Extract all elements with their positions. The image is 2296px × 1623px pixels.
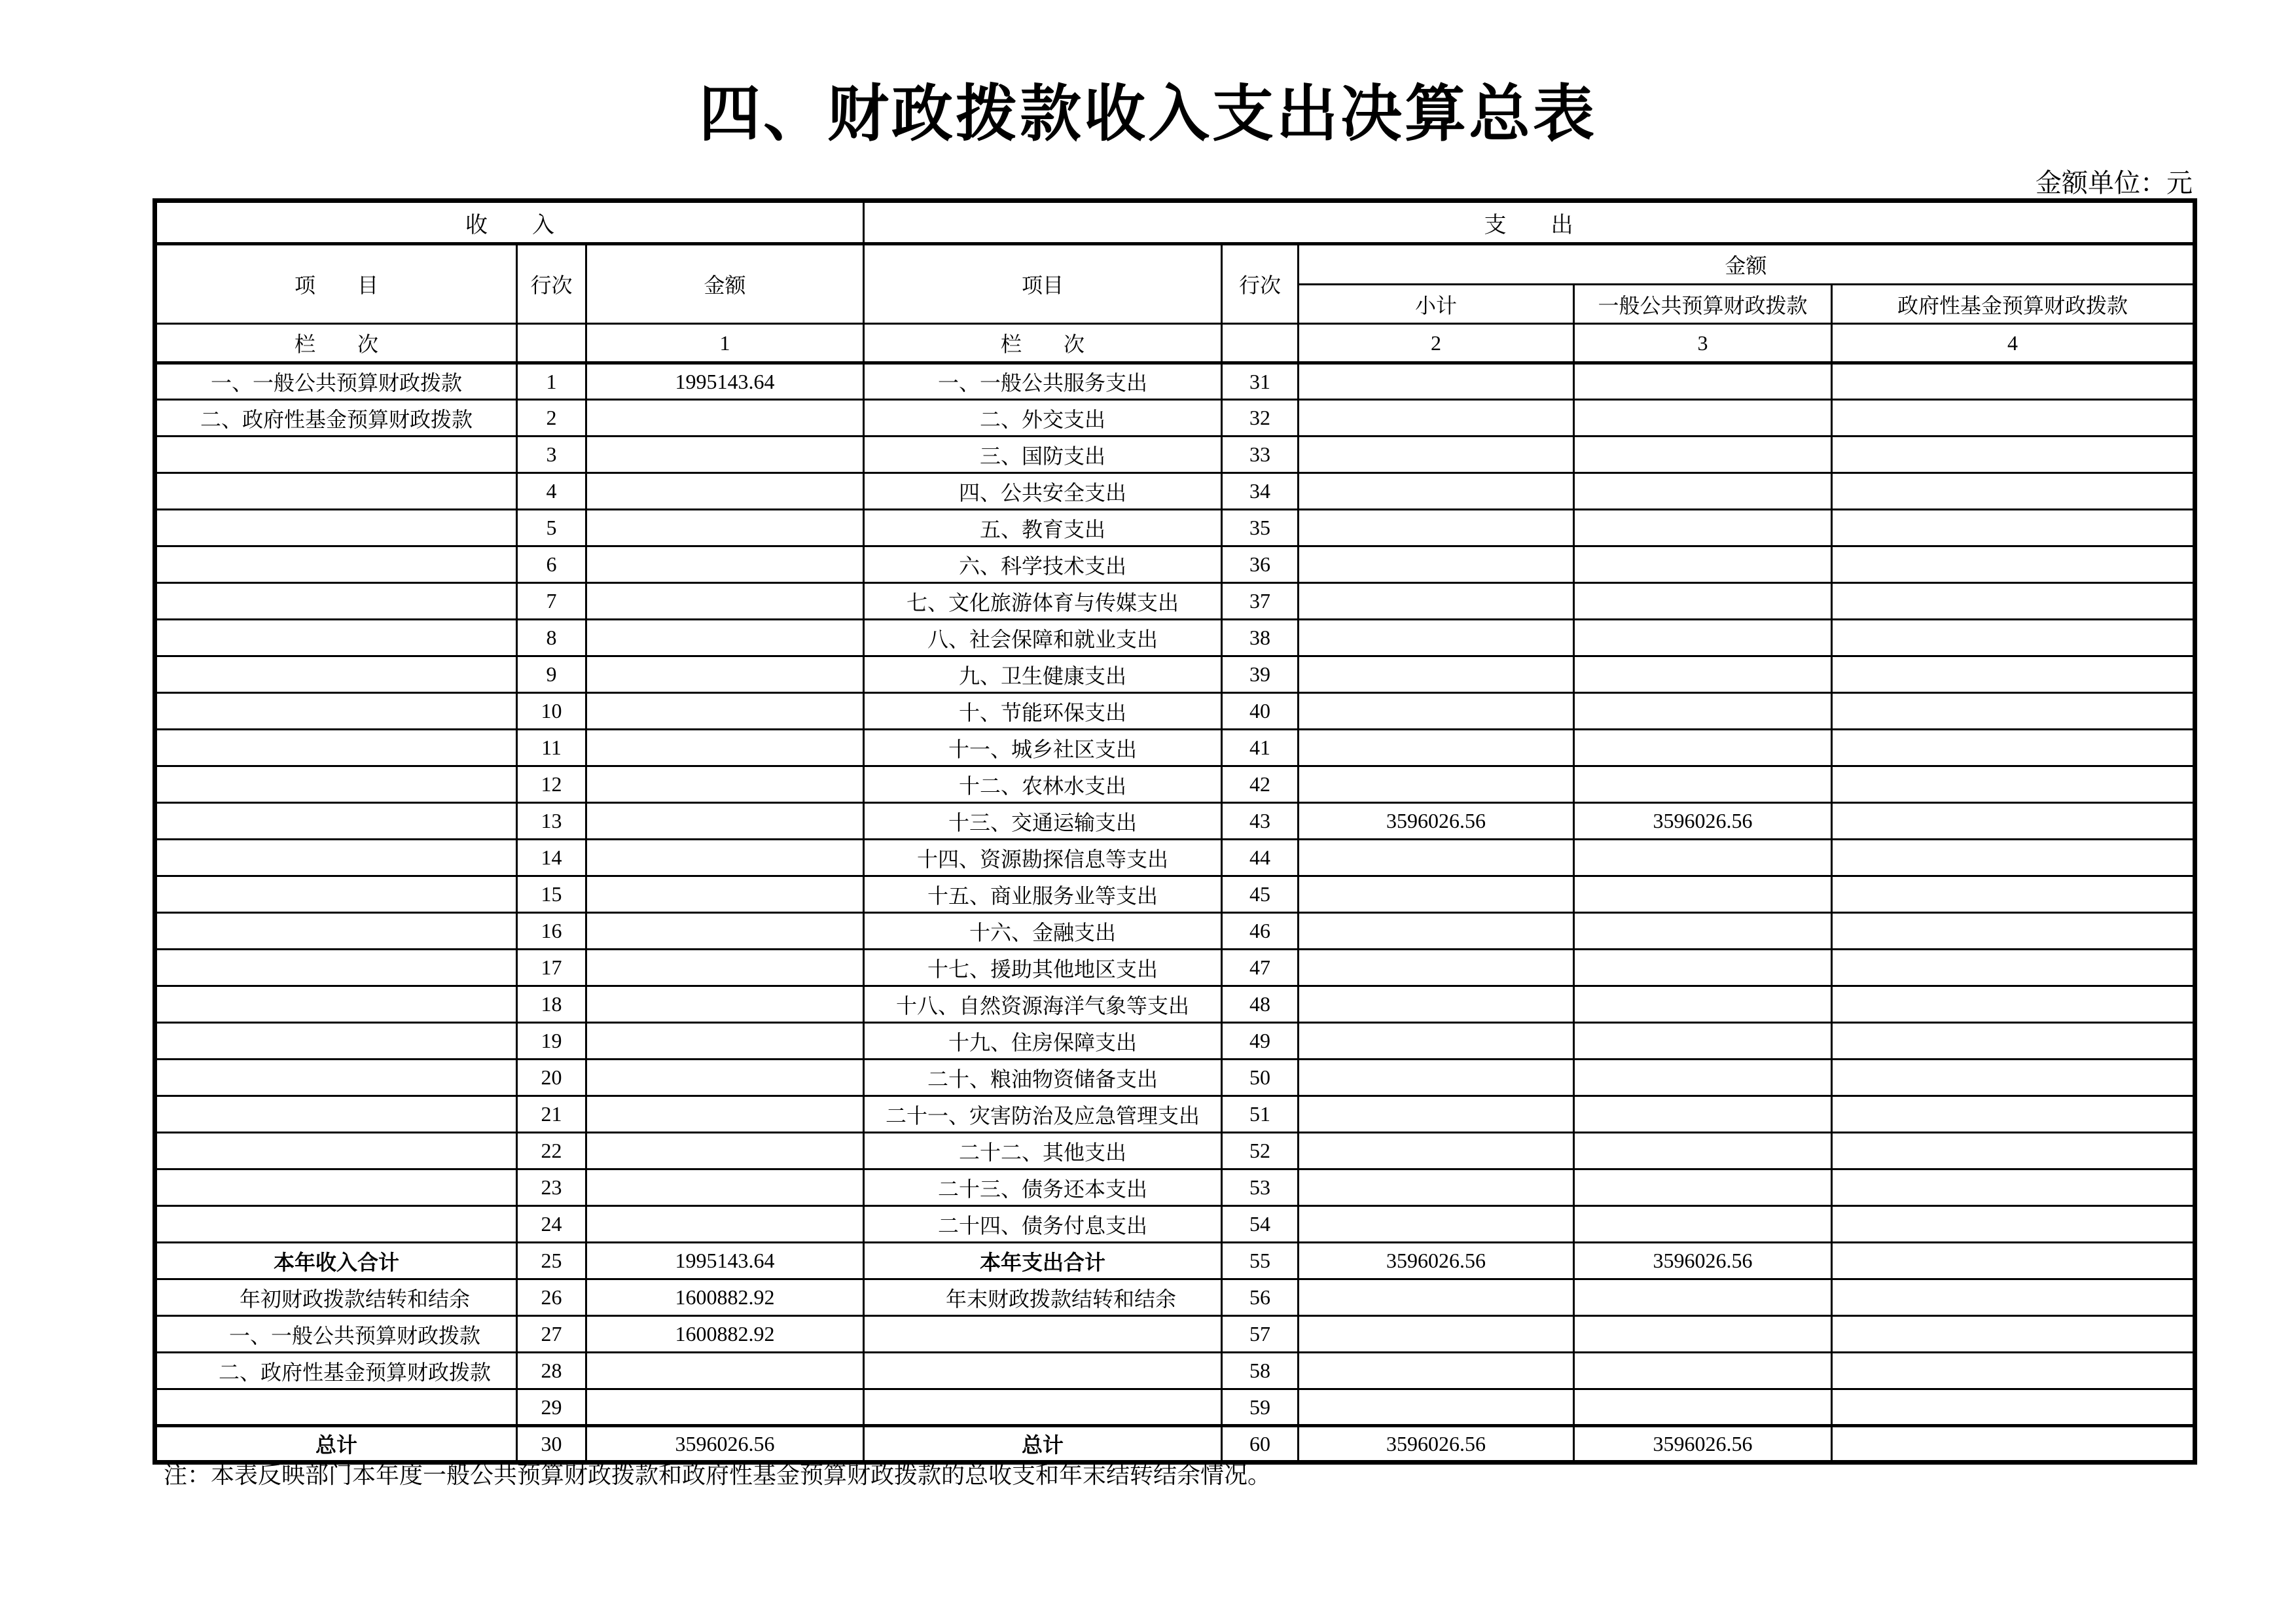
income-line-cell: 6 (517, 546, 586, 583)
income-line-cell: 13 (517, 803, 586, 840)
income-item-cell (155, 840, 517, 876)
income-item-cell (155, 656, 517, 693)
exp-line-cell: 39 (1222, 656, 1299, 693)
exp-govfund-cell (1832, 363, 2195, 400)
table-row (155, 546, 2195, 583)
income-amount-cell (586, 510, 864, 546)
exp-govfund-cell (1832, 913, 2195, 950)
exp-govfund-cell (1832, 1133, 2195, 1169)
exp-subtotal-cell (1299, 473, 1574, 510)
table-row (155, 656, 2195, 693)
exp-line-header: 行次 (1222, 244, 1299, 324)
exp-subtotal-cell (1299, 730, 1574, 766)
exp-general-cell (1574, 437, 1832, 473)
exp-line-index-blank (1222, 324, 1299, 363)
income-item-cell (155, 1169, 517, 1206)
page-title: 四、财政拨款收入支出决算总表 (698, 80, 1597, 149)
exp-govfund-cell (1832, 1206, 2195, 1243)
exp-govfund-cell (1832, 1060, 2195, 1096)
exp-item-cell: 十六、金融支出 (864, 913, 1222, 950)
table-row (155, 1060, 2195, 1096)
table-row (155, 473, 2195, 510)
table-row (155, 1169, 2195, 1206)
exp-general-cell (1574, 876, 1832, 913)
income-amount-cell (586, 1169, 864, 1206)
table-row (155, 1023, 2195, 1060)
income-line-cell: 12 (517, 766, 586, 803)
exp-subtotal-cell (1299, 1133, 1574, 1169)
income-amount-cell: 1600882.92 (586, 1279, 864, 1316)
exp-govfund-cell (1832, 583, 2195, 620)
exp-govfund-cell (1832, 510, 2195, 546)
income-line-cell: 28 (517, 1353, 586, 1389)
income-line-cell: 26 (517, 1279, 586, 1316)
exp-subtotal-cell (1299, 1206, 1574, 1243)
exp-govfund-cell (1832, 876, 2195, 913)
exp-subtotal-cell (1299, 876, 1574, 913)
income-amount-cell: 1995143.64 (586, 1243, 864, 1279)
table-row (155, 1353, 2195, 1389)
exp-general-cell (1574, 1353, 1832, 1389)
income-item-cell: 一、一般公共预算财政拨款 (155, 363, 517, 400)
exp-line-cell: 38 (1222, 620, 1299, 656)
income-item-cell: 年初财政拨款结转和结余 (155, 1279, 517, 1316)
section-header-row (155, 201, 2195, 244)
exp-item-cell (864, 1353, 1222, 1389)
exp-line-cell: 45 (1222, 876, 1299, 913)
exp-general-cell (1574, 363, 1832, 400)
column-index-row (155, 324, 2195, 363)
income-amount-cell: 1995143.64 (586, 363, 864, 400)
income-line-cell: 19 (517, 1023, 586, 1060)
exp-subtotal-cell: 3596026.56 (1299, 803, 1574, 840)
exp-govfund-cell (1832, 986, 2195, 1023)
exp-item-cell: 七、文化旅游体育与传媒支出 (864, 583, 1222, 620)
income-line-cell: 24 (517, 1206, 586, 1243)
income-line-cell: 29 (517, 1389, 586, 1426)
exp-item-cell (864, 1389, 1222, 1426)
exp-subtotal-cell (1299, 1060, 1574, 1096)
exp-line-cell: 60 (1222, 1426, 1299, 1463)
income-line-cell: 23 (517, 1169, 586, 1206)
table-row (155, 1389, 2195, 1426)
table-row (155, 986, 2195, 1023)
exp-general-cell (1574, 766, 1832, 803)
income-item-cell (155, 546, 517, 583)
income-line-cell: 15 (517, 876, 586, 913)
income-item-cell (155, 510, 517, 546)
income-item-cell (155, 803, 517, 840)
table-row (155, 803, 2195, 840)
exp-govfund-cell (1832, 400, 2195, 437)
exp-general-cell: 3596026.56 (1574, 1243, 1832, 1279)
fiscal-appropriation-table (152, 198, 2197, 1465)
exp-general-cell (1574, 656, 1832, 693)
exp-subtotal-cell (1299, 620, 1574, 656)
table-row (155, 1243, 2195, 1279)
exp-item-cell: 一、一般公共服务支出 (864, 363, 1222, 400)
exp-govfund-cell (1832, 1169, 2195, 1206)
exp-subtotal-cell: 3596026.56 (1299, 1426, 1574, 1463)
income-item-header: 项 目 (155, 244, 517, 324)
income-line-header: 行次 (517, 244, 586, 324)
exp-item-cell: 本年支出合计 (864, 1243, 1222, 1279)
income-line-cell: 11 (517, 730, 586, 766)
exp-line-cell: 57 (1222, 1316, 1299, 1353)
exp-subtotal-cell (1299, 693, 1574, 730)
exp-general-cell (1574, 730, 1832, 766)
income-item-cell (155, 1133, 517, 1169)
exp-subtotal-cell (1299, 1169, 1574, 1206)
income-item-cell: 总计 (155, 1426, 517, 1463)
exp-general-cell (1574, 693, 1832, 730)
exp-govfund-cell (1832, 950, 2195, 986)
income-amount-cell (586, 400, 864, 437)
income-amount-cell (586, 1389, 864, 1426)
income-line-cell: 16 (517, 913, 586, 950)
exp-subtotal-cell (1299, 400, 1574, 437)
exp-gov-fund-header: 政府性基金预算财政拨款 (1832, 285, 2195, 324)
exp-subtotal-cell (1299, 840, 1574, 876)
exp-general-cell (1574, 1316, 1832, 1353)
income-line-cell: 1 (517, 363, 586, 400)
exp-line-cell: 41 (1222, 730, 1299, 766)
income-amount-cell (586, 840, 864, 876)
table-row (155, 1279, 2195, 1316)
table-row (155, 913, 2195, 950)
income-amount-cell (586, 766, 864, 803)
exp-item-cell: 二、外交支出 (864, 400, 1222, 437)
income-item-cell: 一、一般公共预算财政拨款 (155, 1316, 517, 1353)
exp-line-cell: 42 (1222, 766, 1299, 803)
exp-line-cell: 40 (1222, 693, 1299, 730)
income-line-cell: 27 (517, 1316, 586, 1353)
exp-subtotal-cell (1299, 437, 1574, 473)
income-item-cell (155, 876, 517, 913)
exp-govfund-cell (1832, 546, 2195, 583)
exp-item-cell: 十七、援助其他地区支出 (864, 950, 1222, 986)
exp-govfund-cell (1832, 1316, 2195, 1353)
income-amount-cell (586, 1353, 864, 1389)
exp-item-cell: 年末财政拨款结转和结余 (864, 1279, 1222, 1316)
income-item-cell (155, 950, 517, 986)
exp-line-cell: 43 (1222, 803, 1299, 840)
income-item-cell (155, 473, 517, 510)
exp-item-header: 项目 (864, 244, 1222, 324)
exp-general-cell (1574, 1206, 1832, 1243)
exp-general-cell: 3596026.56 (1574, 1426, 1832, 1463)
exp-item-cell: 总计 (864, 1426, 1222, 1463)
table-row (155, 583, 2195, 620)
income-amount-cell (586, 656, 864, 693)
income-line-cell: 18 (517, 986, 586, 1023)
exp-line-cell: 34 (1222, 473, 1299, 510)
exp-line-cell: 58 (1222, 1353, 1299, 1389)
exp-general-cell (1574, 1279, 1832, 1316)
income-item-cell (155, 620, 517, 656)
exp-govfund-cell (1832, 1023, 2195, 1060)
income-item-cell (155, 1060, 517, 1096)
income-item-cell: 本年收入合计 (155, 1243, 517, 1279)
income-line-cell: 14 (517, 840, 586, 876)
exp-subtotal-cell (1299, 950, 1574, 986)
exp-govfund-cell (1832, 840, 2195, 876)
income-column-index-label: 栏 次 (155, 324, 517, 363)
exp-line-cell: 53 (1222, 1169, 1299, 1206)
income-amount-cell (586, 1206, 864, 1243)
exp-item-cell: 八、社会保障和就业支出 (864, 620, 1222, 656)
exp-item-cell: 二十三、债务还本支出 (864, 1169, 1222, 1206)
income-amount-cell: 1600882.92 (586, 1316, 864, 1353)
exp-general-cell (1574, 1023, 1832, 1060)
income-item-cell (155, 766, 517, 803)
exp-general-cell (1574, 620, 1832, 656)
exp-general-cell (1574, 950, 1832, 986)
income-item-cell: 二、政府性基金预算财政拨款 (155, 1353, 517, 1389)
exp-column-index-3: 3 (1574, 324, 1832, 363)
expenditure-section-header: 支 出 (864, 201, 2195, 244)
exp-item-cell: 十九、住房保障支出 (864, 1023, 1222, 1060)
income-amount-cell (586, 1060, 864, 1096)
exp-amount-header: 金额 (1299, 244, 2195, 285)
income-section-header: 收 入 (155, 201, 864, 244)
income-amount-cell (586, 913, 864, 950)
income-line-cell: 5 (517, 510, 586, 546)
exp-column-index-4: 4 (1832, 324, 2195, 363)
exp-subtotal-cell (1299, 1316, 1574, 1353)
exp-subtotal-cell (1299, 1389, 1574, 1426)
income-line-cell: 2 (517, 400, 586, 437)
exp-general-cell (1574, 986, 1832, 1023)
table-row (155, 840, 2195, 876)
exp-govfund-cell (1832, 693, 2195, 730)
income-item-cell (155, 913, 517, 950)
income-item-cell (155, 583, 517, 620)
exp-govfund-cell (1832, 803, 2195, 840)
income-line-cell: 17 (517, 950, 586, 986)
table-row (155, 437, 2195, 473)
exp-subtotal-cell (1299, 1279, 1574, 1316)
income-line-cell: 4 (517, 473, 586, 510)
table-row (155, 510, 2195, 546)
exp-subtotal-header: 小计 (1299, 285, 1574, 324)
income-line-cell: 30 (517, 1426, 586, 1463)
income-line-cell: 20 (517, 1060, 586, 1096)
exp-subtotal-cell (1299, 583, 1574, 620)
exp-item-cell: 二十、粮油物资储备支出 (864, 1060, 1222, 1096)
exp-line-cell: 47 (1222, 950, 1299, 986)
income-amount-cell (586, 546, 864, 583)
exp-general-cell (1574, 1060, 1832, 1096)
table-row (155, 766, 2195, 803)
exp-general-cell: 3596026.56 (1574, 803, 1832, 840)
exp-govfund-cell (1832, 1243, 2195, 1279)
exp-line-cell: 52 (1222, 1133, 1299, 1169)
exp-general-cell (1574, 1389, 1832, 1426)
income-amount-cell (586, 473, 864, 510)
exp-subtotal-cell (1299, 766, 1574, 803)
exp-line-cell: 35 (1222, 510, 1299, 546)
income-column-index-1: 1 (586, 324, 864, 363)
exp-govfund-cell (1832, 620, 2195, 656)
exp-line-cell: 37 (1222, 583, 1299, 620)
exp-subtotal-cell (1299, 1023, 1574, 1060)
exp-govfund-cell (1832, 730, 2195, 766)
exp-general-cell (1574, 1169, 1832, 1206)
exp-subtotal-cell (1299, 510, 1574, 546)
table-row (155, 1096, 2195, 1133)
exp-item-cell: 十、节能环保支出 (864, 693, 1222, 730)
income-amount-cell (586, 1096, 864, 1133)
exp-item-cell: 十三、交通运输支出 (864, 803, 1222, 840)
exp-line-cell: 59 (1222, 1389, 1299, 1426)
exp-item-cell: 二十一、灾害防治及应急管理支出 (864, 1096, 1222, 1133)
exp-general-cell (1574, 1096, 1832, 1133)
exp-item-cell: 十八、自然资源海洋气象等支出 (864, 986, 1222, 1023)
exp-govfund-cell (1832, 1353, 2195, 1389)
income-line-cell: 10 (517, 693, 586, 730)
exp-item-cell: 二十四、债务付息支出 (864, 1206, 1222, 1243)
exp-item-cell: 十二、农林水支出 (864, 766, 1222, 803)
income-amount-cell (586, 986, 864, 1023)
table-row (155, 950, 2195, 986)
income-item-cell (155, 437, 517, 473)
income-amount-cell (586, 583, 864, 620)
table-row (155, 693, 2195, 730)
exp-govfund-cell (1832, 1096, 2195, 1133)
income-item-cell (155, 1206, 517, 1243)
income-line-cell: 21 (517, 1096, 586, 1133)
table-row (155, 620, 2195, 656)
exp-general-cell (1574, 400, 1832, 437)
exp-subtotal-cell (1299, 986, 1574, 1023)
exp-line-cell: 32 (1222, 400, 1299, 437)
income-amount-cell (586, 1023, 864, 1060)
exp-item-cell: 三、国防支出 (864, 437, 1222, 473)
table-row (155, 730, 2195, 766)
exp-general-cell (1574, 510, 1832, 546)
exp-general-cell (1574, 840, 1832, 876)
exp-item-cell: 十四、资源勘探信息等支出 (864, 840, 1222, 876)
income-amount-cell (586, 730, 864, 766)
exp-subtotal-cell (1299, 363, 1574, 400)
income-line-cell: 3 (517, 437, 586, 473)
income-item-cell: 二、政府性基金预算财政拨款 (155, 400, 517, 437)
exp-govfund-cell (1832, 1389, 2195, 1426)
exp-line-cell: 46 (1222, 913, 1299, 950)
table-row (155, 363, 2195, 400)
exp-subtotal-cell (1299, 656, 1574, 693)
exp-govfund-cell (1832, 473, 2195, 510)
exp-item-cell: 九、卫生健康支出 (864, 656, 1222, 693)
exp-line-cell: 56 (1222, 1279, 1299, 1316)
income-amount-cell (586, 620, 864, 656)
table-note: 注：本表反映部门本年度一般公共预算财政拨款和政府性基金预算财政拨款的总收支和年末结转结余情况。 (164, 1462, 1272, 1488)
column-header-row (155, 244, 2195, 285)
income-line-index-blank (517, 324, 586, 363)
exp-line-cell: 33 (1222, 437, 1299, 473)
exp-item-cell: 六、科学技术支出 (864, 546, 1222, 583)
exp-line-cell: 36 (1222, 546, 1299, 583)
income-amount-cell: 3596026.56 (586, 1426, 864, 1463)
exp-item-cell: 十一、城乡社区支出 (864, 730, 1222, 766)
table-row (155, 400, 2195, 437)
exp-govfund-cell (1832, 1426, 2195, 1463)
exp-line-cell: 49 (1222, 1023, 1299, 1060)
exp-line-cell: 54 (1222, 1206, 1299, 1243)
income-amount-cell (586, 950, 864, 986)
exp-general-cell (1574, 1133, 1832, 1169)
income-item-cell (155, 986, 517, 1023)
income-line-cell: 8 (517, 620, 586, 656)
income-line-cell: 22 (517, 1133, 586, 1169)
table-row (155, 876, 2195, 913)
exp-item-cell (864, 1316, 1222, 1353)
exp-govfund-cell (1832, 1279, 2195, 1316)
income-line-cell: 9 (517, 656, 586, 693)
exp-govfund-cell (1832, 766, 2195, 803)
exp-general-cell (1574, 473, 1832, 510)
exp-line-cell: 55 (1222, 1243, 1299, 1279)
income-amount-cell (586, 437, 864, 473)
exp-item-cell: 二十二、其他支出 (864, 1133, 1222, 1169)
table-row (155, 1133, 2195, 1169)
exp-general-cell (1574, 546, 1832, 583)
income-amount-cell (586, 876, 864, 913)
table-row (155, 1206, 2195, 1243)
exp-item-cell: 五、教育支出 (864, 510, 1222, 546)
exp-general-cell (1574, 913, 1832, 950)
exp-item-cell: 四、公共安全支出 (864, 473, 1222, 510)
income-item-cell (155, 693, 517, 730)
table-body (155, 363, 2195, 1463)
exp-column-index-2: 2 (1299, 324, 1574, 363)
exp-line-cell: 50 (1222, 1060, 1299, 1096)
exp-subtotal-cell (1299, 1353, 1574, 1389)
exp-subtotal-cell (1299, 546, 1574, 583)
income-amount-cell (586, 803, 864, 840)
exp-govfund-cell (1832, 656, 2195, 693)
exp-line-cell: 48 (1222, 986, 1299, 1023)
table-row (155, 1316, 2195, 1353)
income-amount-header: 金额 (586, 244, 864, 324)
income-line-cell: 25 (517, 1243, 586, 1279)
exp-line-cell: 31 (1222, 363, 1299, 400)
income-amount-cell (586, 1133, 864, 1169)
exp-govfund-cell (1832, 437, 2195, 473)
income-item-cell (155, 730, 517, 766)
amount-unit-label: 金额单位：元 (2036, 168, 2193, 198)
income-line-cell: 7 (517, 583, 586, 620)
exp-line-cell: 51 (1222, 1096, 1299, 1133)
exp-line-cell: 44 (1222, 840, 1299, 876)
exp-general-budget-header: 一般公共预算财政拨款 (1574, 285, 1832, 324)
income-item-cell (155, 1389, 517, 1426)
income-amount-cell (586, 693, 864, 730)
income-item-cell (155, 1023, 517, 1060)
exp-column-index-label: 栏 次 (864, 324, 1222, 363)
exp-subtotal-cell (1299, 913, 1574, 950)
exp-item-cell: 十五、商业服务业等支出 (864, 876, 1222, 913)
exp-subtotal-cell: 3596026.56 (1299, 1243, 1574, 1279)
income-item-cell (155, 1096, 517, 1133)
exp-general-cell (1574, 583, 1832, 620)
exp-subtotal-cell (1299, 1096, 1574, 1133)
